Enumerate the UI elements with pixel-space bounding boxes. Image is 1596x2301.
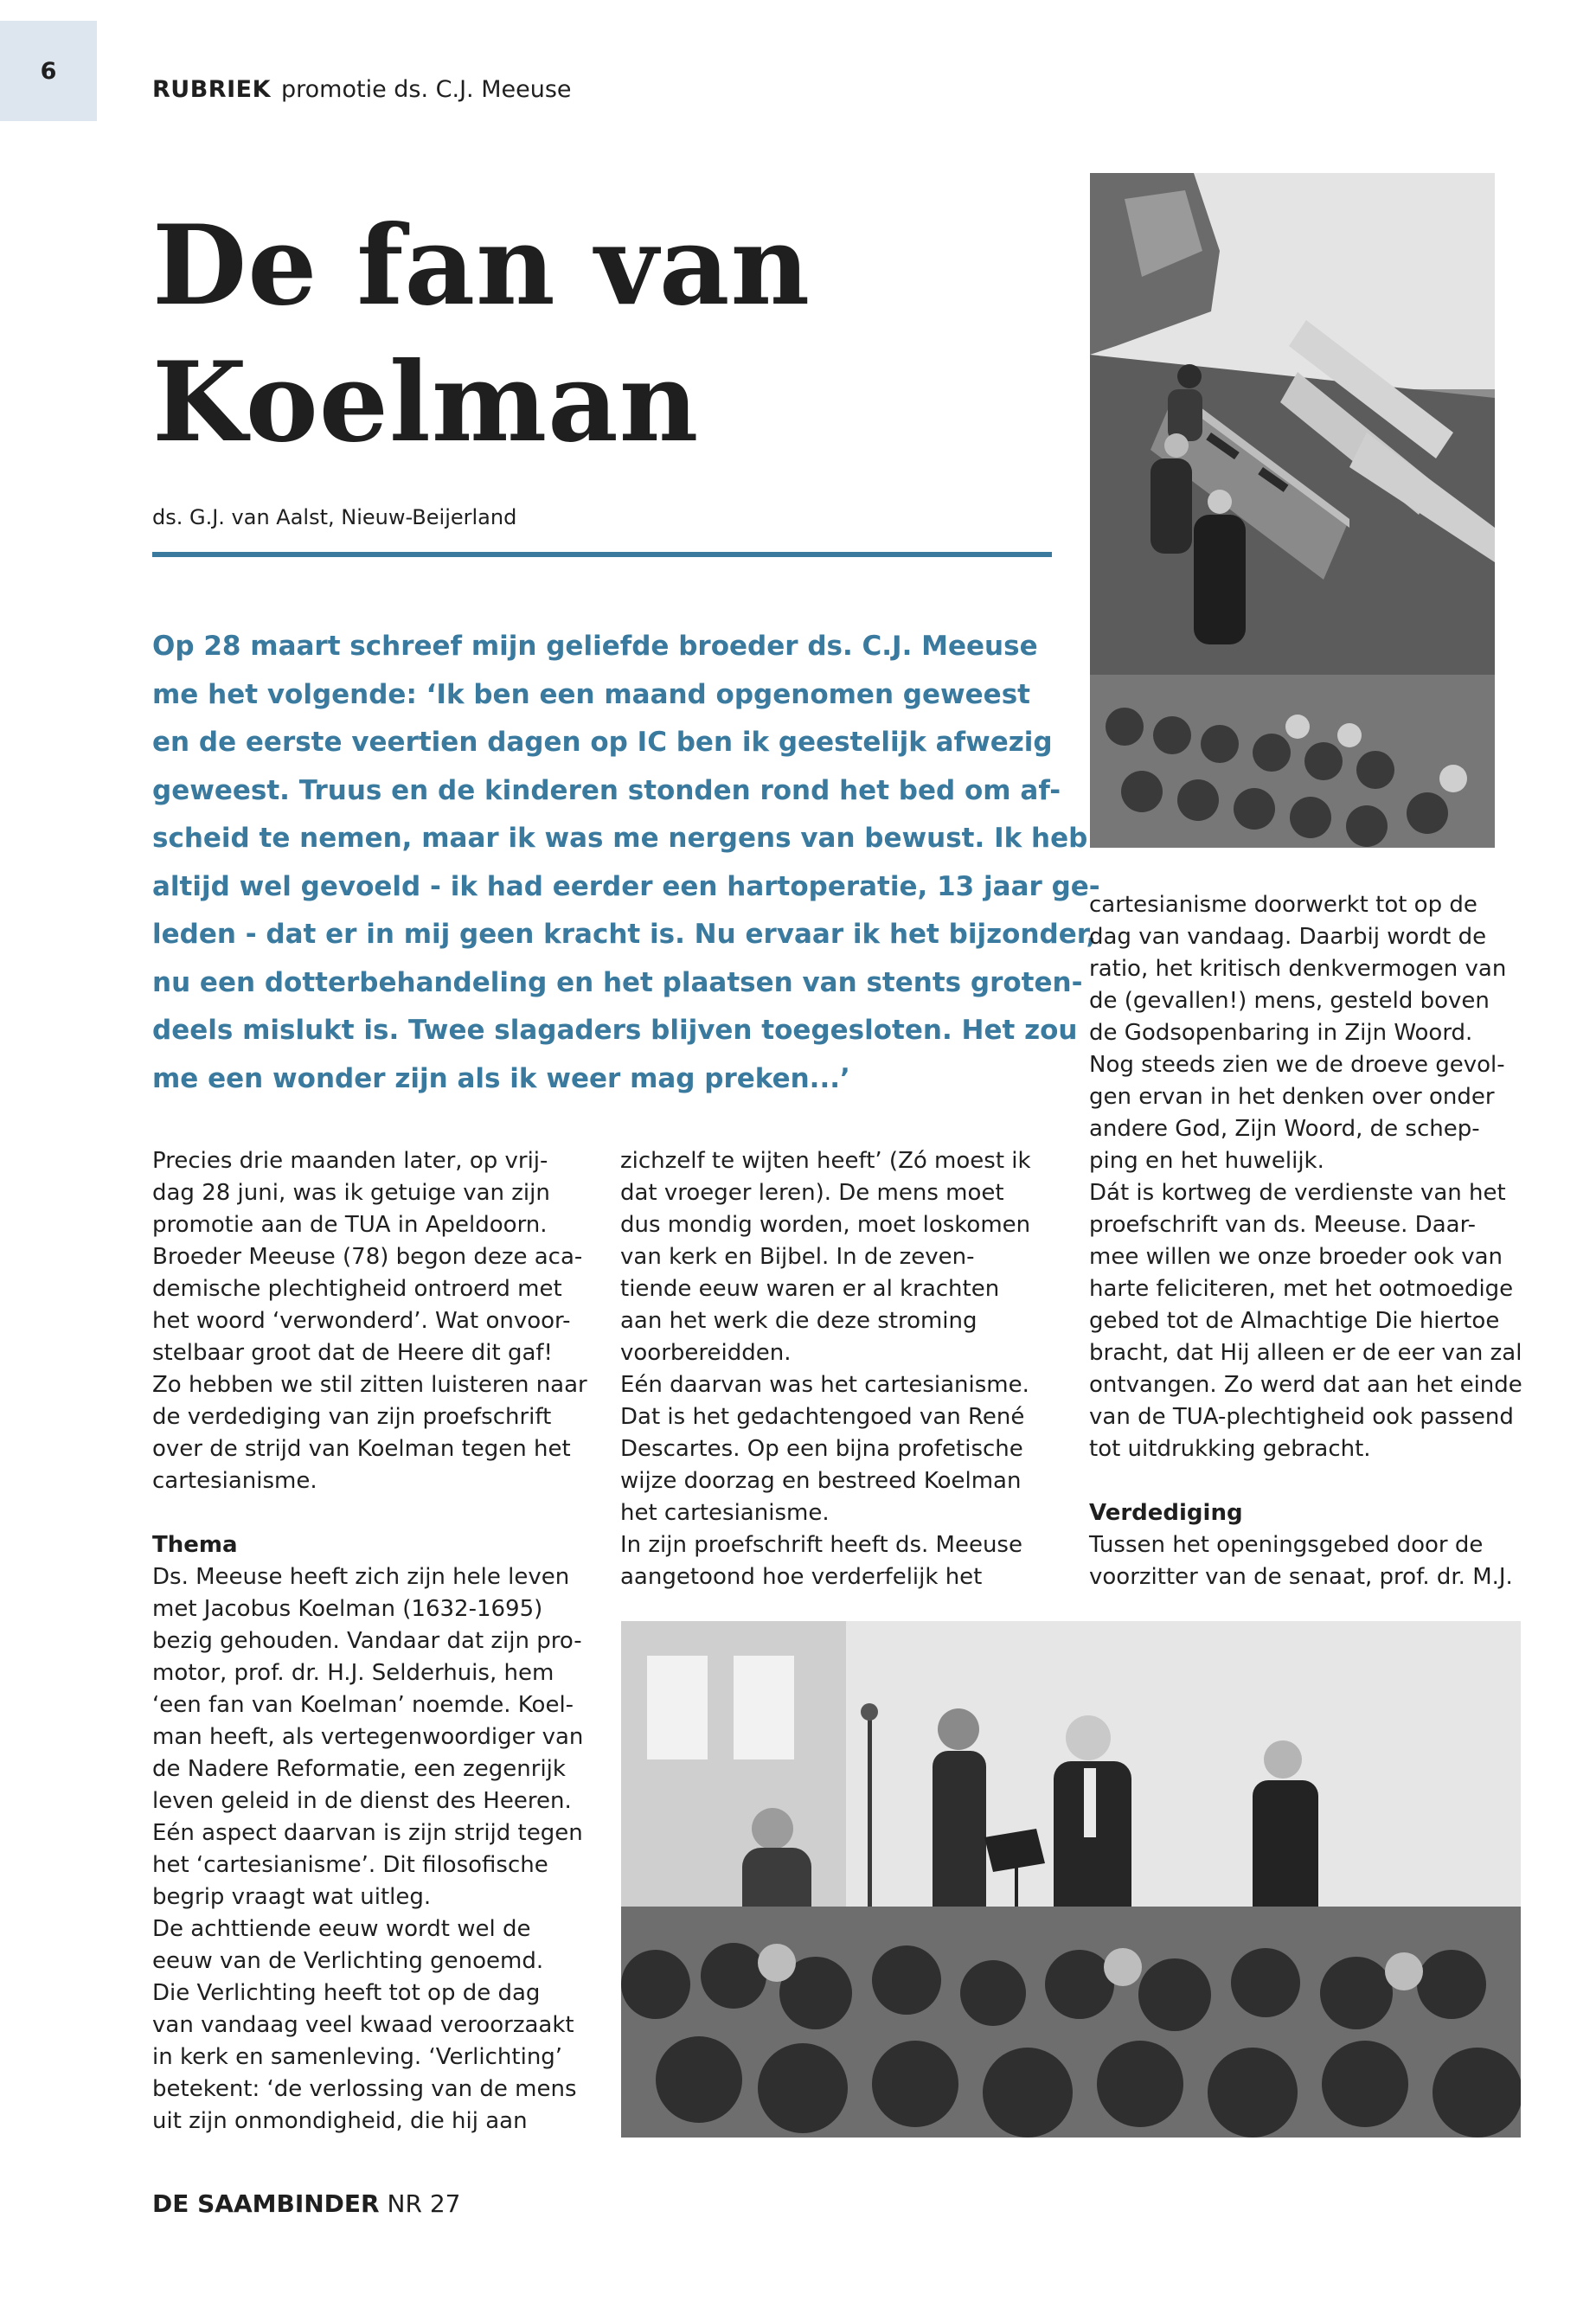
body-line: ontvangen. Zo werd dat aan het einde — [1089, 1372, 1522, 1398]
intro-line: altijd wel gevoeld - ik had eerder een hartoperatie, 13 jaar ge- — [152, 870, 1100, 902]
body-line: aangetoond hoe verderfelijk het — [620, 1564, 983, 1590]
magazine-name: DE SAAMBINDER — [152, 2189, 380, 2218]
intro-line: me een wonder zijn als ik weer mag preken...’ — [152, 1062, 850, 1094]
intro-line: nu een dotterbehandeling en het plaatsen van stents groten- — [152, 966, 1083, 998]
intro-line: Op 28 maart schreef mijn geliefde broeder ds. C.J. Meeuse — [152, 631, 1038, 662]
section-topic: promotie ds. C.J. Meeuse — [281, 76, 572, 103]
intro-paragraph — [152, 623, 1100, 1103]
body-line: andere God, Zijn Woord, de schep- — [1089, 1116, 1480, 1142]
body-line: dag van vandaag. Daarbij wordt de — [1089, 924, 1487, 950]
body-line: van kerk en Bijbel. In de zeven- — [620, 1244, 975, 1270]
body-line: van de TUA-plechtigheid ook passend — [1089, 1404, 1514, 1430]
body-line: eeuw van de Verlichting genoemd. — [152, 1948, 544, 1974]
intro-line: en de eerste veertien dagen op IC ben ik geestelijk afwezig — [152, 727, 1053, 758]
body-column-1 — [152, 1145, 602, 2138]
article-title — [152, 197, 1017, 471]
body-line: zichzelf te wijten heeft’ (Zó moest ik — [620, 1148, 1031, 1174]
issue-number: NR 27 — [387, 2189, 461, 2218]
body-line: man heeft, als vertegenwoordiger van — [152, 1724, 584, 1750]
body-line: het woord ‘verwonderd’. Wat onvoor- — [152, 1308, 571, 1334]
body-line: demische plechtigheid ontroerd met — [152, 1276, 562, 1302]
subheading-verdediging: Verdediging — [1089, 1500, 1243, 1526]
body-line: van vandaag veel kwaad veroorzaakt — [152, 2012, 574, 2038]
body-line: Tussen het openingsgebed door de — [1089, 1532, 1484, 1558]
subheading-thema: Thema — [152, 1532, 238, 1558]
section-label: RUBRIEK — [152, 76, 271, 103]
byline: ds. G.J. van Aalst, Nieuw-Beijerland — [152, 505, 517, 529]
body-line: De achttiende eeuw wordt wel de — [152, 1916, 531, 1942]
body-line: Precies drie maanden later, op vrij- — [152, 1148, 548, 1174]
body-line: proefschrift van ds. Meeuse. Daar- — [1089, 1212, 1476, 1238]
page-number: 6 — [40, 57, 57, 85]
body-line: harte feliciteren, met het ootmoedige — [1089, 1276, 1514, 1302]
photo-defense-table — [1090, 173, 1495, 848]
intro-line: leden - dat er in mij geen kracht is. Nu ervaar ik het bijzonder, — [152, 919, 1097, 950]
body-line: het ‘cartesianisme’. Dit filosofische — [152, 1852, 548, 1878]
intro-line: deels mislukt is. Twee slagaders blijven toegesloten. Het zou — [152, 1015, 1078, 1046]
body-line: betekent: ‘de verlossing van de mens — [152, 2076, 577, 2102]
body-line: de verdediging van zijn proefschrift — [152, 1404, 552, 1430]
body-line: Die Verlichting heeft tot op de dag — [152, 1980, 541, 2006]
photo-defense-table-image — [1090, 173, 1495, 848]
body-line: wijze doorzag en bestreed Koelman — [620, 1468, 1022, 1494]
body-column-2 — [620, 1145, 1070, 1593]
body-line: Dat is het gedachtengoed van René — [620, 1404, 1025, 1430]
body-line: leven geleid in de dienst des Heeren. — [152, 1788, 572, 1814]
body-line: ratio, het kritisch denkvermogen van — [1089, 956, 1507, 982]
body-line: cartesianisme. — [152, 1468, 317, 1494]
photo-ceremony — [621, 1621, 1521, 2138]
body-line: cartesianisme doorwerkt tot op de — [1089, 892, 1477, 918]
body-line: dus mondig worden, moet loskomen — [620, 1212, 1031, 1238]
body-line: Descartes. Op een bijna profetische — [620, 1436, 1023, 1462]
body-line: Zo hebben we stil zitten luisteren naar — [152, 1372, 587, 1398]
body-line: mee willen we onze broeder ook van — [1089, 1244, 1503, 1270]
title-line: De fan van — [152, 202, 811, 330]
body-line: begrip vraagt wat uitleg. — [152, 1884, 432, 1910]
body-line: voorzitter van de senaat, prof. dr. M.J. — [1089, 1564, 1513, 1590]
body-line: promotie aan de TUA in Apeldoorn. — [152, 1212, 548, 1238]
body-line: bezig gehouden. Vandaar dat zijn pro- — [152, 1628, 582, 1654]
body-line: dag 28 juni, was ik getuige van zijn — [152, 1180, 550, 1206]
body-line: gen ervan in het denken over onder — [1089, 1084, 1495, 1110]
intro-line: geweest. Truus en de kinderen stonden rond het bed om af- — [152, 774, 1061, 806]
body-line: gebed tot de Almachtige Die hiertoe — [1089, 1308, 1500, 1334]
body-line: aan het werk die deze stroming — [620, 1308, 977, 1334]
body-line: ping en het huwelijk. — [1089, 1148, 1324, 1174]
body-line: over de strijd van Koelman tegen het — [152, 1436, 571, 1462]
body-line: Ds. Meeuse heeft zich zijn hele leven — [152, 1564, 570, 1590]
footer — [152, 2189, 460, 2218]
page-number-tab — [0, 21, 97, 121]
title-line: Koelman — [152, 338, 700, 466]
body-line: Nog steeds zien we de droeve gevol- — [1089, 1052, 1505, 1078]
photo-ceremony-image — [621, 1621, 1521, 2138]
body-line: bracht, dat Hij alleen er de eer van zal — [1089, 1340, 1522, 1366]
body-line: dat vroeger leren). De mens moet — [620, 1180, 1004, 1206]
body-line: uit zijn onmondigheid, die hij aan — [152, 2108, 528, 2134]
body-line: de (gevallen!) mens, gesteld boven — [1089, 988, 1490, 1014]
body-column-3 — [1089, 889, 1539, 1593]
body-line: motor, prof. dr. H.J. Selderhuis, hem — [152, 1660, 554, 1686]
running-header — [152, 76, 572, 103]
body-line: tot uitdrukking gebracht. — [1089, 1436, 1371, 1462]
body-line: voorbereidden. — [620, 1340, 792, 1366]
body-line: het cartesianisme. — [620, 1500, 830, 1526]
intro-line: me het volgende: ‘Ik ben een maand opgenomen geweest — [152, 678, 1030, 710]
body-line: stelbaar groot dat de Heere dit gaf! — [152, 1340, 553, 1366]
body-line: Eén aspect daarvan is zijn strijd tegen — [152, 1820, 583, 1846]
body-line: met Jacobus Koelman (1632-1695) — [152, 1596, 543, 1622]
body-line: de Godsopenbaring in Zijn Woord. — [1089, 1020, 1473, 1046]
body-line: tiende eeuw waren er al krachten — [620, 1276, 1000, 1302]
body-line: in kerk en samenleving. ‘Verlichting’ — [152, 2044, 563, 2070]
body-line: de Nadere Reformatie, een zegenrijk — [152, 1756, 566, 1782]
body-line: Eén daarvan was het cartesianisme. — [620, 1372, 1029, 1398]
body-line: Broeder Meeuse (78) begon deze aca- — [152, 1244, 583, 1270]
intro-line: scheid te nemen, maar ik was me nergens van bewust. Ik heb — [152, 823, 1088, 854]
body-line: ‘een fan van Koelman’ noemde. Koel- — [152, 1692, 574, 1718]
body-line: Dát is kortweg de verdienste van het — [1089, 1180, 1506, 1206]
title-rule — [152, 552, 1052, 557]
body-line: In zijn proefschrift heeft ds. Meeuse — [620, 1532, 1022, 1558]
